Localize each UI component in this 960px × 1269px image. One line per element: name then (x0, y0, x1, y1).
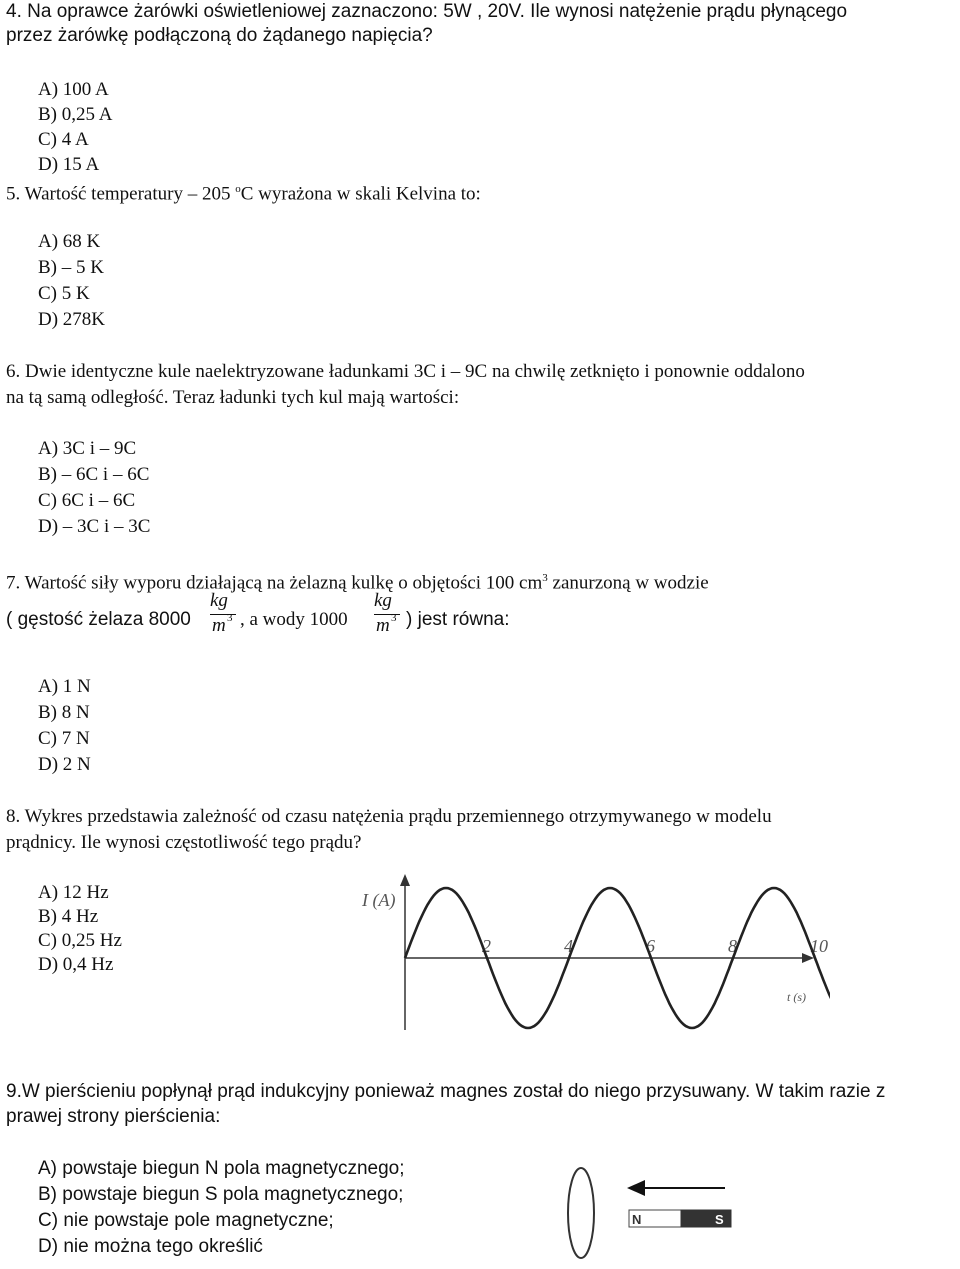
q8-option-d: D) 0,4 Hz (38, 954, 114, 975)
q8-text-line1: 8. Wykres przedstawia zależność od czasu natężenia prądu przemiennego otrzymywanego w modelu (6, 806, 772, 827)
y-axis-arrow (400, 874, 410, 886)
q5-text-b: C wyrażona w skali Kelvina to: (240, 183, 481, 205)
q7-text-line2-c: ) jest równa: (406, 609, 510, 630)
q4-text-line1: 4. Na oprawce żarówki oświetleniowej zaznaczono: 5W , 20V. Ile wynosi natężenie prądu płynącego (6, 1, 848, 22)
fraction-denominator: m (376, 615, 390, 636)
q9-option-c: C) nie powstaje pole magnetyczne; (38, 1210, 334, 1231)
q4-option-c: C) 4 A (38, 129, 89, 150)
q4-option-d: D) 15 A (38, 154, 100, 175)
motion-arrow-head (627, 1180, 645, 1196)
q5-text-line1 (6, 178, 481, 205)
ring-magnet-diagram (555, 1165, 740, 1265)
q5-text-a: 5. Wartość temperatury – 205 (6, 183, 236, 205)
q5-degree-sup: o (235, 183, 241, 195)
q9-text-line1: 9.W pierścieniu popłynął prąd indukcyjny ponieważ magnes został do niego przysuwany. W takim razie z (6, 1081, 886, 1102)
q6-option-b: B) – 6C i – 6C (38, 464, 150, 485)
q8-option-c: C) 0,25 Hz (38, 930, 122, 951)
fraction-exponent: 3 (391, 612, 397, 624)
fraction-numerator: kg (210, 590, 228, 611)
q5-option-b: B) – 5 K (38, 257, 104, 278)
q9-option-b: B) powstaje biegun S pola magnetycznego; (38, 1184, 404, 1205)
current-time-chart (350, 870, 830, 1040)
x-tick-label: 2 (482, 936, 491, 956)
q9-text-line2: prawej strony pierścienia: (6, 1106, 221, 1127)
fraction-denominator: m (212, 615, 226, 636)
q5-option-d: D) 278K (38, 309, 106, 330)
q9-option-d: D) nie można tego określić (38, 1236, 263, 1257)
q7-option-d: D) 2 N (38, 754, 91, 775)
q5-option-a: A) 68 K (38, 231, 101, 252)
q6-text-line1: 6. Dwie identyczne kule naelektryzowane ładunkami 3C i – 9C na chwilę zetknięto i ponownie oddalono (6, 361, 805, 382)
q7-text-a: 7. Wartość siły wyporu działającą na żelazną kulkę o objętości 100 cm (6, 572, 543, 594)
q6-option-a: A) 3C i – 9C (38, 438, 137, 459)
conducting-ring (568, 1168, 594, 1258)
iron-density-fraction (210, 590, 236, 650)
q4-option-a: A) 100 A (38, 79, 109, 100)
q5-option-c: C) 5 K (38, 283, 90, 304)
q7-option-a: A) 1 N (38, 676, 91, 697)
q7-text-line2-b: , a wody 1000 (240, 609, 348, 630)
q7-cube-sup: 3 (542, 572, 548, 584)
q4-text-line2: przez żarówkę podłączoną do żądanego napięcia? (6, 25, 433, 46)
x-axis-label: t (s) (787, 990, 806, 1004)
q7-text-line1 (6, 567, 709, 594)
q7-text-line2-a: ( gęstość żelaza 8000 (6, 609, 191, 630)
q9-option-a: A) powstaje biegun N pola magnetycznego; (38, 1158, 405, 1179)
magnet-n-label: N (632, 1212, 642, 1227)
water-density-fraction (374, 590, 400, 650)
q4-option-b: B) 0,25 A (38, 104, 113, 125)
q6-option-d: D) – 3C i – 3C (38, 516, 151, 537)
fraction-exponent: 3 (227, 612, 233, 624)
magnet-s-label: S (715, 1212, 724, 1227)
q7-option-b: B) 8 N (38, 702, 90, 723)
q7-option-c: C) 7 N (38, 728, 90, 749)
q6-text-line2: na tą samą odległość. Teraz ładunki tych kul mają wartości: (6, 387, 460, 408)
q8-option-b: B) 4 Hz (38, 906, 99, 927)
fraction-numerator: kg (374, 590, 392, 611)
q8-text-line2: prądnicy. Ile wynosi częstotliwość tego prądu? (6, 832, 362, 853)
q7-text-b: zanurzoną w wodzie (547, 572, 709, 594)
x-tick-label: 8 (728, 936, 737, 956)
x-tick-label: 6 (646, 936, 655, 956)
q6-option-c: C) 6C i – 6C (38, 490, 136, 511)
y-axis-label: I (A) (362, 890, 396, 910)
q8-option-a: A) 12 Hz (38, 882, 109, 903)
x-tick-label: 10 (810, 936, 828, 956)
x-tick-label: 4 (564, 936, 573, 956)
